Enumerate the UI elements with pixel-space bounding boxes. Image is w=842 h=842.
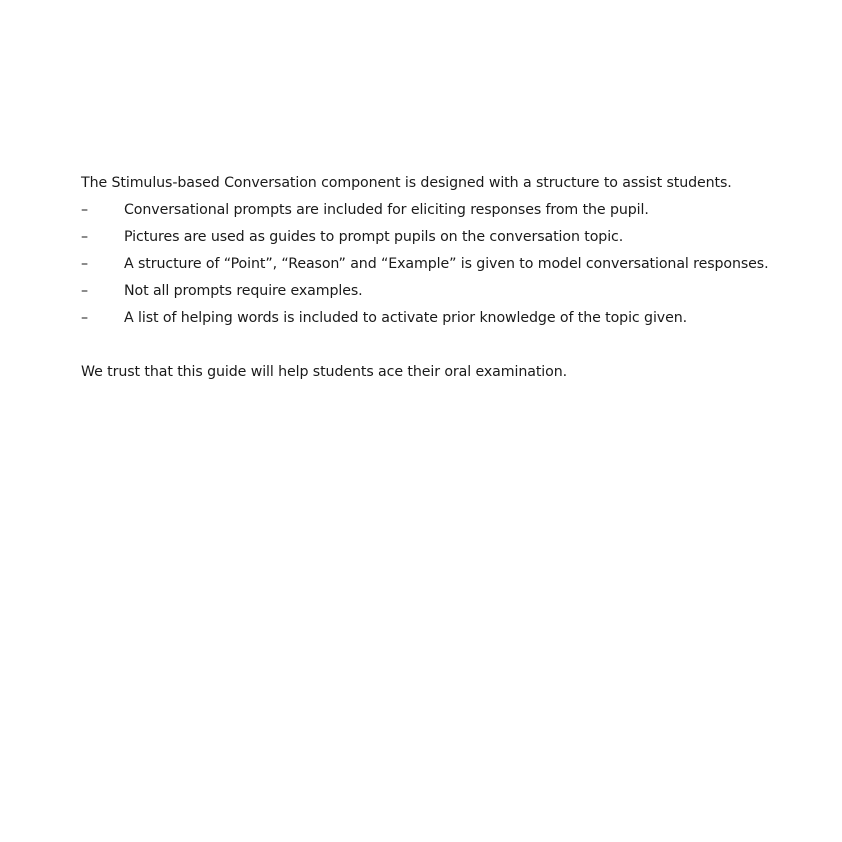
- document-body: [81, 170, 821, 386]
- feature-list: [81, 197, 821, 332]
- bullet-dash: –: [81, 202, 88, 218]
- intro-paragraph: The Stimulus-based Conversation component is designed with a structure to assist students.: [81, 175, 732, 191]
- list-item: [81, 305, 821, 332]
- bullet-dash: –: [81, 256, 88, 272]
- list-item: [81, 224, 821, 251]
- list-item: [81, 251, 821, 278]
- list-item-text: A list of helping words is included to activate prior knowledge of the topic given.: [124, 310, 688, 326]
- bullet-dash: –: [81, 283, 88, 299]
- list-item-text: A structure of “Point”, “Reason” and “Example” is given to model conversational responses.: [124, 256, 769, 272]
- list-item-text: Pictures are used as guides to prompt pupils on the conversation topic.: [124, 229, 624, 245]
- bullet-dash: –: [81, 310, 88, 326]
- closing-paragraph: We trust that this guide will help students ace their oral examination.: [81, 364, 568, 380]
- list-item-text: Not all prompts require examples.: [124, 283, 363, 299]
- list-item-text: Conversational prompts are included for eliciting responses from the pupil.: [124, 202, 649, 218]
- list-item: [81, 197, 821, 224]
- bullet-dash: –: [81, 229, 88, 245]
- list-item: [81, 278, 821, 305]
